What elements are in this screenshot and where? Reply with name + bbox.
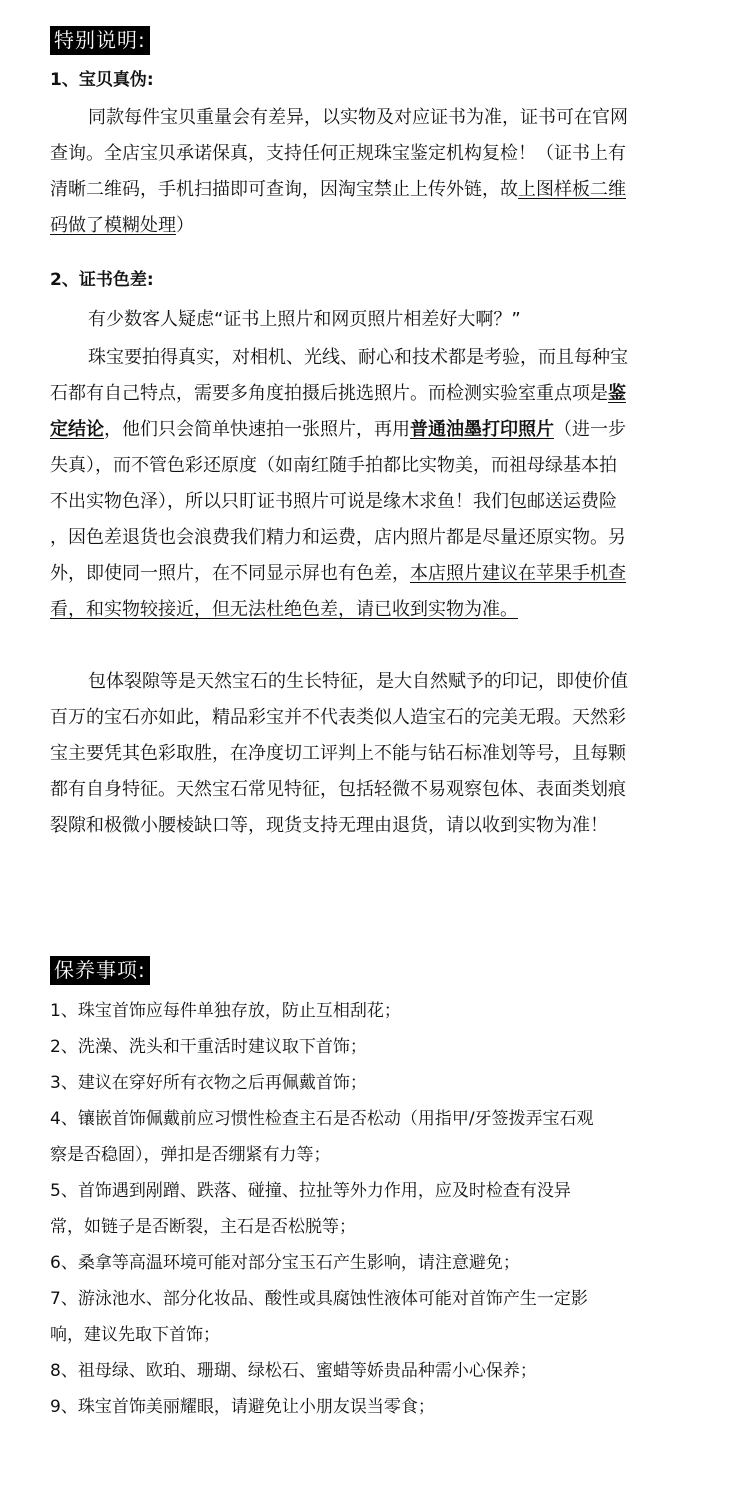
section2-quote <box>50 302 698 338</box>
text-run: ） <box>176 215 194 236</box>
text-line: 有少数客人疑虑“证书上照片和网页照片相差好大啊？” <box>88 309 521 330</box>
text-line: 失真），而不管色彩还原度（如南红随手拍都比实物美，而祖母绿基本拍 <box>50 455 617 476</box>
care-item: 6、桑拿等高温环境可能对部分宝玉石产生影响，请注意避免； <box>50 1253 520 1273</box>
special-notes-heading: 特别说明: <box>50 26 150 55</box>
care-item: 常，如链子是否断裂，主石是否松脱等； <box>50 1217 356 1237</box>
section2-title: 2、证书色差: <box>50 270 154 290</box>
section2-paragraph1 <box>50 340 698 628</box>
text-run: 石都有自己特点，需要多角度拍摄后挑选照片。而检测实验室重点项是 <box>50 383 608 404</box>
text-line: 都有自身特征。天然宝石常见特征，包括轻微不易观察包体、表面类划痕 <box>50 779 626 800</box>
section1-paragraph <box>50 100 698 244</box>
care-item: 2、洗澡、洗头和干重活时建议取下首饰； <box>50 1037 367 1057</box>
conclusion-emphasis: 鉴 <box>608 383 626 404</box>
text-line <box>50 172 698 208</box>
care-item: 察是否稳固），弹扣是否绷紧有力等； <box>50 1145 331 1165</box>
text-line: 百万的宝石亦如此，精品彩宝并不代表类似人造宝石的完美无瑕。天然彩 <box>50 707 626 728</box>
care-item: 响，建议先取下首饰； <box>50 1325 220 1345</box>
text-line: 宝主要凭其色彩取胜，在净度切工评判上不能与钻石标准划等号，且每颗 <box>50 743 626 764</box>
iphone-advice-underlined: 看，和实物较接近，但无法杜绝色差，请已收到实物为准。 <box>50 599 518 620</box>
text-line: 同款每件宝贝重量会有差异，以实物及对应证书为准，证书可在官网 <box>88 107 628 128</box>
section2-paragraph2 <box>50 664 698 844</box>
text-line: 珠宝要拍得真实，对相机、光线、耐心和技术都是考验，而且每种宝 <box>88 347 628 368</box>
iphone-advice-underlined: 本店照片建议在苹果手机查 <box>410 563 626 584</box>
care-item: 1、珠宝首饰应每件单独存放，防止互相刮花； <box>50 1001 401 1021</box>
care-item: 9、珠宝首饰美丽耀眼，请避免让小朋友误当零食； <box>50 1397 435 1417</box>
text-line: ，因色差退货也会浪费我们精力和运费，店内照片都是尽量还原实物。另 <box>50 527 626 548</box>
care-item: 5、首饰遇到剐蹭、跌落、碰撞、拉扯等外力作用，应及时检查有没异 <box>50 1181 571 1201</box>
qr-blur-note-underlined: 上图样板二维 <box>518 179 626 200</box>
text-run: ，他们只会简单快速拍一张照片，再用 <box>104 419 410 440</box>
text-run: 清晰二维码，手机扫描即可查询，因淘宝禁止上传外链，故 <box>50 179 518 200</box>
text-run: 外，即使同一照片，在不同显示屏也有色差， <box>50 563 410 584</box>
care-list <box>50 993 710 1425</box>
text-line: 不出实物色泽），所以只盯证书照片可说是缘木求鱼！我们包邮送运费险 <box>50 491 617 512</box>
text-line <box>50 412 698 448</box>
text-run: （进一步 <box>554 419 626 440</box>
text-line <box>50 592 698 628</box>
text-line <box>50 556 698 592</box>
care-item: 7、游泳池水、部分化妆品、酸性或具腐蚀性液体可能对首饰产生一定影 <box>50 1289 588 1309</box>
text-line: 包体裂隙等是天然宝石的生长特征，是大自然赋予的印记，即使价值 <box>88 671 628 692</box>
care-item: 8、祖母绿、欧珀、珊瑚、绿松石、蜜蜡等娇贵品种需小心保养； <box>50 1361 537 1381</box>
section1-title: 1、宝贝真伪: <box>50 70 154 90</box>
care-item: 4、镶嵌首饰佩戴前应习惯性检查主石是否松动（用指甲/牙签拨弄宝石观 <box>50 1109 594 1129</box>
ink-print-emphasis: 普通油墨打印照片 <box>410 419 554 440</box>
conclusion-emphasis: 定结论 <box>50 419 104 440</box>
qr-blur-note-underlined: 码做了模糊处理 <box>50 215 176 236</box>
text-line: 裂隙和极微小腰棱缺口等，现货支持无理由退货，请以收到实物为准！ <box>50 815 608 836</box>
text-line <box>50 208 698 244</box>
text-line <box>50 376 698 412</box>
care-heading: 保养事项: <box>50 956 150 985</box>
care-item: 3、建议在穿好所有衣物之后再佩戴首饰； <box>50 1073 367 1093</box>
text-line: 查询。全店宝贝承诺保真，支持任何正规珠宝鉴定机构复检！（证书上有 <box>50 143 626 164</box>
